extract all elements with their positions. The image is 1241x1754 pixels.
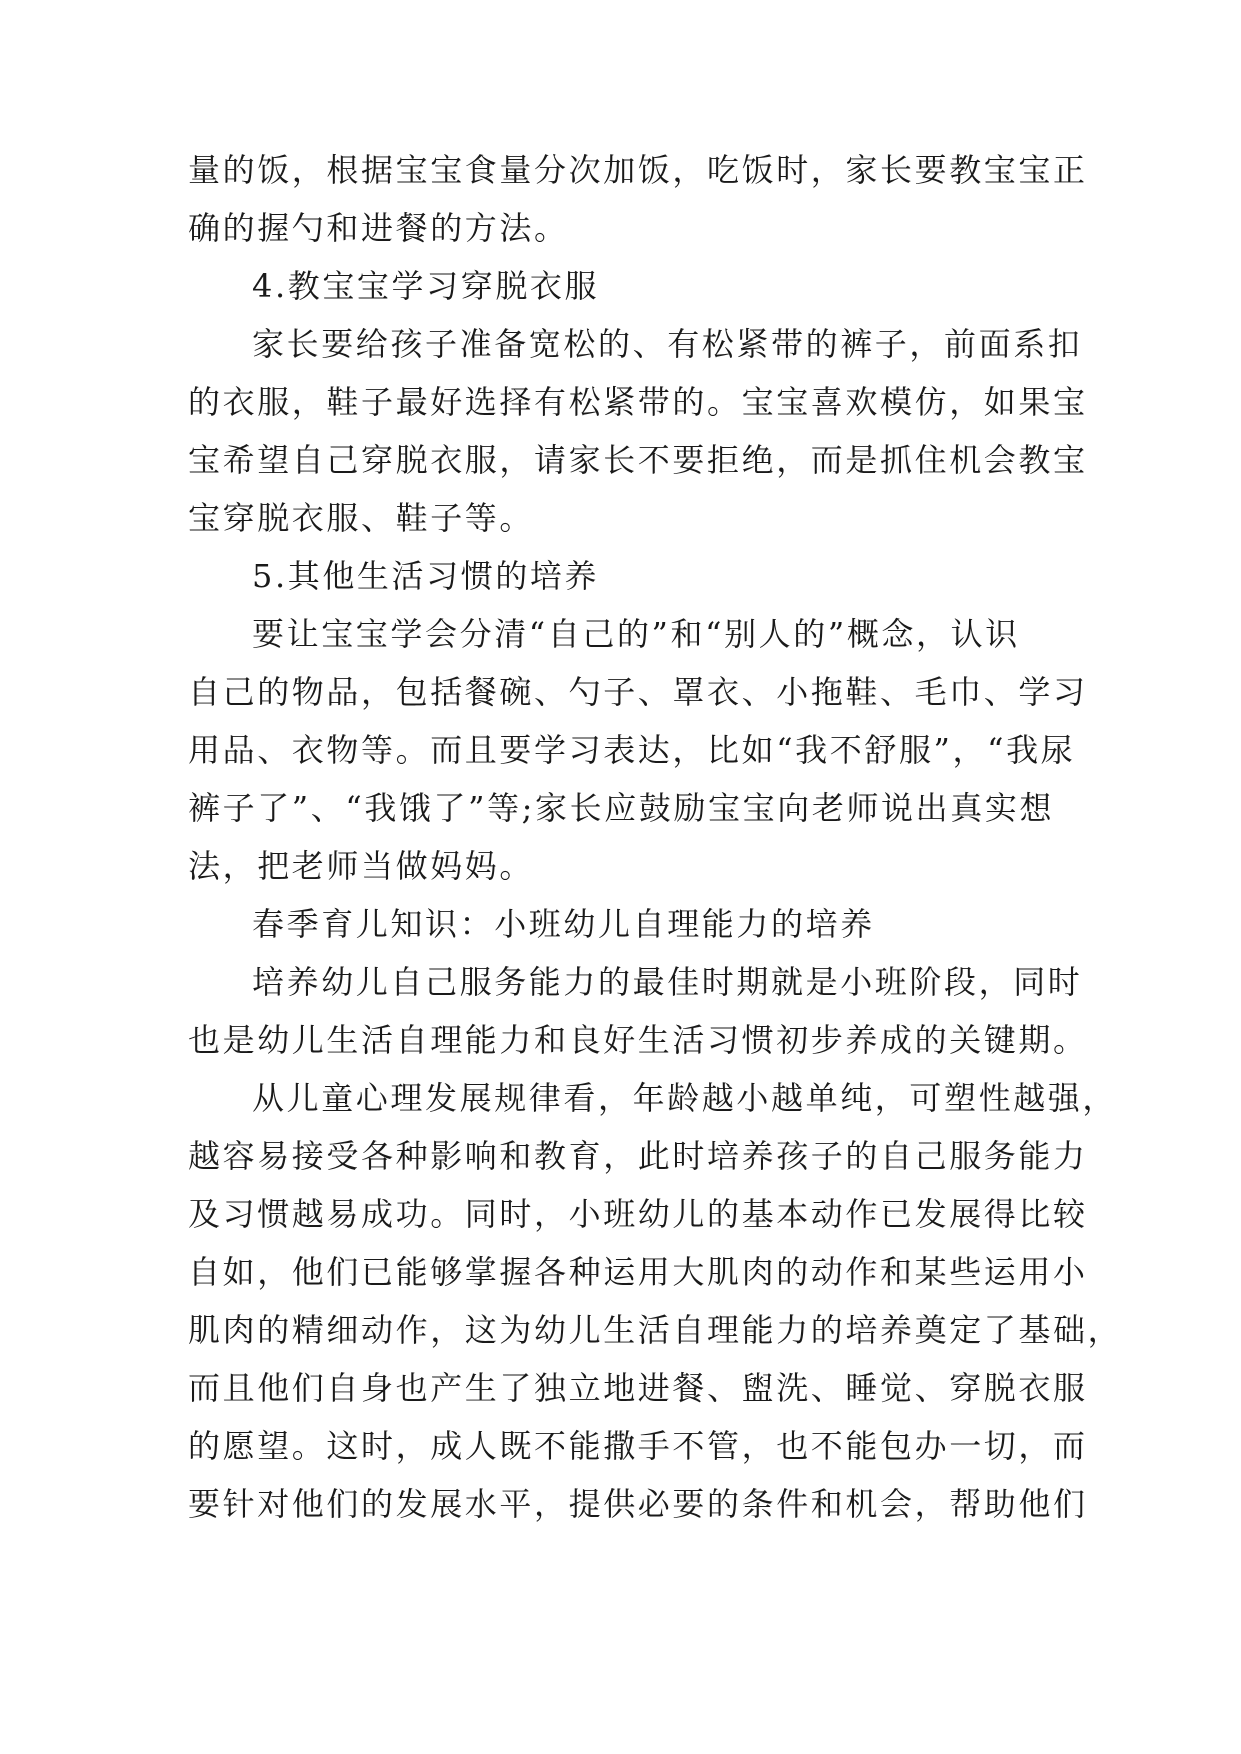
text-line: 宝穿脱衣服、鞋子等。 [188, 499, 535, 537]
text-line: 的愿望。这时，成人既不能撒手不管，也不能包办一切，而 [188, 1427, 1088, 1465]
text-line: 而且他们自身也产生了独立地进餐、盥洗、睡觉、穿脱衣服 [188, 1369, 1088, 1407]
text-line: 要针对他们的发展水平，提供必要的条件和机会，帮助他们 [188, 1485, 1088, 1523]
section-heading: 4.教宝宝学习穿脱衣服 [252, 267, 600, 305]
text-line: 越容易接受各种影响和教育，此时培养孩子的自己服务能力 [188, 1137, 1088, 1175]
text-line: 家长要给孩子准备宽松的、有松紧带的裤子，前面系扣 [252, 325, 1083, 363]
section-heading: 5.其他生活习惯的培养 [252, 557, 600, 595]
section-heading: 春季育儿知识：小班幼儿自理能力的培养 [252, 905, 875, 943]
text-line: 及习惯越易成功。同时，小班幼儿的基本动作已发展得比较 [188, 1195, 1088, 1233]
text-line: 确的握勺和进餐的方法。 [188, 209, 569, 247]
text-line: 裤子了”、“我饿了”等;家长应鼓励宝宝向老师说出真实想 [188, 789, 1055, 827]
text-line: 肌肉的精细动作，这为幼儿生活自理能力的培养奠定了基础， [188, 1311, 1123, 1349]
text-line: 也是幼儿生活自理能力和良好生活习惯初步养成的关键期。 [188, 1021, 1088, 1059]
text-line: 法，把老师当做妈妈。 [188, 847, 535, 885]
text-line: 量的饭，根据宝宝食量分次加饭，吃饭时，家长要教宝宝正 [188, 151, 1088, 189]
text-line: 宝希望自己穿脱衣服，请家长不要拒绝，而是抓住机会教宝 [188, 441, 1088, 479]
text-line: 自如，他们已能够掌握各种运用大肌肉的动作和某些运用小 [188, 1253, 1088, 1291]
text-line: 培养幼儿自己服务能力的最佳时期就是小班阶段，同时 [252, 963, 1083, 1001]
text-line: 自己的物品，包括餐碗、勺子、罩衣、小拖鞋、毛巾、学习 [188, 673, 1088, 711]
text-line: 用品、衣物等。而且要学习表达，比如“我不舒服”，“我尿 [188, 731, 1076, 769]
text-line: 的衣服，鞋子最好选择有松紧带的。宝宝喜欢模仿，如果宝 [188, 383, 1088, 421]
text-line: 从儿童心理发展规律看，年龄越小越单纯，可塑性越强， [252, 1079, 1118, 1117]
text-line: 要让宝宝学会分清“自己的”和“别人的”概念，认识 [252, 615, 1020, 653]
